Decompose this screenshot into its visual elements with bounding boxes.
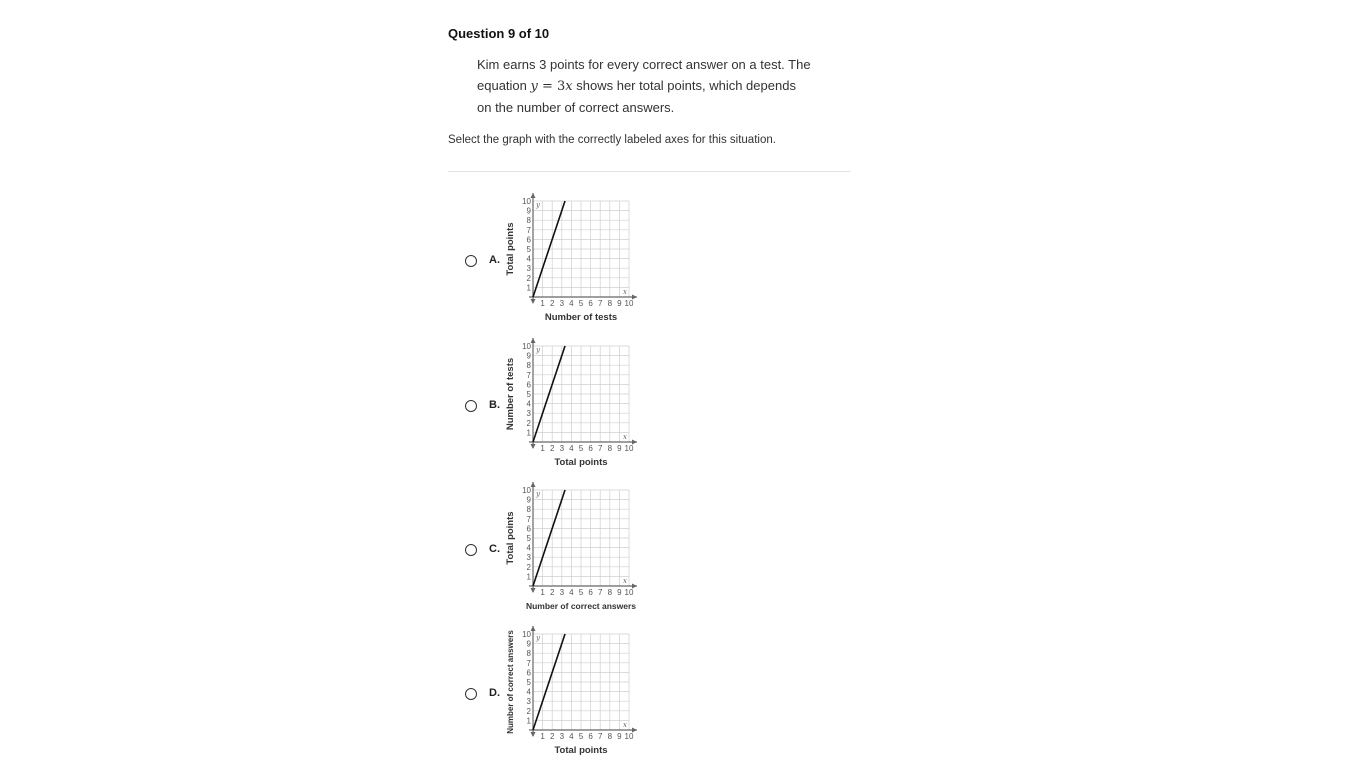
option-letter-c: C. bbox=[489, 543, 500, 555]
x-tick-label: 6 bbox=[588, 588, 593, 597]
x-tick-label: 1 bbox=[540, 299, 545, 308]
y-tick-label: 6 bbox=[526, 380, 531, 390]
y-tick-label: 7 bbox=[526, 370, 531, 380]
question-prompt bbox=[477, 54, 827, 118]
y-axis-arrow bbox=[531, 338, 536, 343]
y-tick-label: 8 bbox=[526, 649, 531, 659]
graph-c bbox=[503, 479, 663, 619]
x-tick-label: 6 bbox=[588, 732, 593, 741]
y-axis-name: y bbox=[536, 634, 540, 642]
y-tick-label: 9 bbox=[526, 495, 531, 505]
graph-d bbox=[503, 623, 663, 763]
prompt-line-2 bbox=[477, 75, 827, 97]
x-axis-name: x bbox=[623, 433, 627, 441]
y-tick-label: 9 bbox=[526, 351, 531, 361]
y-tick-label: 4 bbox=[526, 687, 531, 697]
x-tick-label: 10 bbox=[624, 444, 634, 453]
y-tick-label: 9 bbox=[526, 639, 531, 649]
x-axis-label: Number of correct answers bbox=[525, 601, 637, 611]
x-tick-label: 8 bbox=[607, 299, 613, 308]
y-tick-label: 5 bbox=[526, 534, 531, 543]
x-tick-label: 8 bbox=[607, 444, 613, 453]
x-tick-label: 6 bbox=[588, 299, 593, 308]
grid bbox=[533, 490, 629, 586]
x-tick-label: 3 bbox=[559, 588, 565, 597]
y-tick-label: 7 bbox=[526, 514, 531, 524]
divider bbox=[448, 171, 851, 172]
prompt-line-1: Kim earns 3 points for every correct answer on a test. The bbox=[477, 57, 811, 72]
y-axis-arrow bbox=[531, 626, 536, 631]
option-letter-a: A. bbox=[489, 254, 500, 266]
x-tick-label: 1 bbox=[540, 732, 545, 741]
y-tick-label: 3 bbox=[526, 697, 531, 707]
y-tick-label: 8 bbox=[526, 216, 531, 226]
x-tick-label: 9 bbox=[617, 588, 622, 597]
y-tick-label: 5 bbox=[526, 390, 531, 399]
option-letter-d: D. bbox=[489, 687, 500, 699]
x-tick-label: 2 bbox=[549, 732, 555, 741]
x-axis-name: x bbox=[623, 721, 627, 729]
y-axis-label: Total points bbox=[505, 511, 516, 565]
y-tick-label: 10 bbox=[522, 342, 531, 351]
x-tick-label: 9 bbox=[617, 444, 622, 453]
question-title: Question 9 of 10 bbox=[448, 26, 550, 41]
x-axis-name: x bbox=[623, 288, 627, 296]
y-axis-arrow bbox=[531, 193, 536, 198]
x-tick-label: 10 bbox=[624, 732, 634, 741]
y-tick-label: 2 bbox=[526, 418, 531, 428]
y-axis-name: y bbox=[536, 346, 540, 354]
y-axis-label: Number of tests bbox=[505, 357, 516, 431]
x-tick-label: 9 bbox=[617, 299, 622, 308]
x-tick-label: 4 bbox=[569, 588, 574, 597]
equation-x: x bbox=[565, 79, 573, 94]
y-tick-label: 8 bbox=[526, 361, 531, 371]
x-tick-label: 7 bbox=[597, 732, 603, 741]
y-axis-name: y bbox=[536, 490, 540, 498]
radio-button-b[interactable] bbox=[465, 400, 477, 412]
x-tick-label: 3 bbox=[559, 299, 565, 308]
x-tick-label: 10 bbox=[624, 299, 634, 308]
x-tick-label: 5 bbox=[578, 588, 584, 597]
x-tick-label: 9 bbox=[617, 732, 622, 741]
y-tick-label: 6 bbox=[526, 524, 531, 534]
option-c[interactable] bbox=[458, 479, 658, 619]
y-tick-label: 4 bbox=[526, 543, 531, 553]
prompt-line-2-post: shows her total points, which depends bbox=[572, 78, 796, 93]
y-tick-label: 10 bbox=[522, 630, 531, 639]
graph-a bbox=[503, 190, 663, 330]
y-tick-label: 7 bbox=[526, 225, 531, 235]
y-axis-label: Number of correct answers bbox=[506, 630, 515, 734]
x-tick-label: 4 bbox=[569, 299, 574, 308]
y-tick-label: 5 bbox=[526, 245, 531, 254]
x-tick-label: 4 bbox=[569, 444, 574, 453]
y-tick-label: 3 bbox=[526, 553, 531, 563]
x-tick-label: 3 bbox=[559, 732, 565, 741]
x-tick-label: 2 bbox=[549, 299, 555, 308]
y-tick-label: 9 bbox=[526, 206, 531, 216]
y-tick-label: 2 bbox=[526, 706, 531, 716]
y-tick-label: 5 bbox=[526, 678, 531, 687]
option-d[interactable] bbox=[458, 623, 658, 763]
equation bbox=[531, 79, 573, 94]
grid bbox=[533, 201, 629, 297]
x-axis-label: Total points bbox=[554, 745, 608, 756]
y-tick-label: 8 bbox=[526, 505, 531, 515]
x-tick-label: 7 bbox=[597, 588, 603, 597]
x-tick-label: 7 bbox=[597, 299, 603, 308]
x-tick-label: 1 bbox=[540, 444, 545, 453]
y-tick-label: 4 bbox=[526, 399, 531, 409]
x-tick-label: 1 bbox=[540, 588, 545, 597]
x-tick-label: 8 bbox=[607, 732, 613, 741]
radio-button-c[interactable] bbox=[465, 544, 477, 556]
x-tick-label: 5 bbox=[578, 444, 584, 453]
y-tick-label: 10 bbox=[522, 486, 531, 495]
y-tick-label: 3 bbox=[526, 409, 531, 419]
y-tick-label: 7 bbox=[526, 658, 531, 668]
x-axis-name: x bbox=[623, 577, 627, 585]
y-tick-label: 2 bbox=[526, 562, 531, 572]
y-tick-label: 1 bbox=[526, 716, 531, 726]
prompt-line-2-pre: equation bbox=[477, 78, 531, 93]
x-tick-label: 10 bbox=[624, 588, 634, 597]
y-tick-label: 1 bbox=[526, 572, 531, 582]
x-tick-label: 5 bbox=[578, 732, 584, 741]
x-tick-label: 4 bbox=[569, 732, 574, 741]
y-tick-label: 4 bbox=[526, 254, 531, 264]
x-tick-label: 8 bbox=[607, 588, 613, 597]
grid bbox=[533, 346, 629, 442]
x-tick-label: 2 bbox=[549, 444, 555, 453]
x-axis-label: Number of tests bbox=[544, 312, 618, 323]
radio-button-a[interactable] bbox=[465, 255, 477, 267]
y-tick-label: 6 bbox=[526, 668, 531, 678]
y-axis-arrow-down bbox=[531, 299, 536, 304]
y-tick-label: 10 bbox=[522, 197, 531, 206]
option-a[interactable] bbox=[458, 190, 658, 330]
y-axis-name: y bbox=[536, 201, 540, 209]
option-letter-b: B. bbox=[489, 399, 500, 411]
x-axis-label: Total points bbox=[554, 457, 608, 468]
y-tick-label: 3 bbox=[526, 264, 531, 274]
x-tick-label: 6 bbox=[588, 444, 593, 453]
y-axis-arrow-down bbox=[531, 588, 536, 593]
y-axis-arrow-down bbox=[531, 444, 536, 449]
graph-b bbox=[503, 335, 663, 475]
y-tick-label: 6 bbox=[526, 235, 531, 245]
equation-eq: = 3 bbox=[537, 79, 566, 94]
x-tick-label: 2 bbox=[549, 588, 555, 597]
instruction-text: Select the graph with the correctly labeled axes for this situation. bbox=[448, 134, 776, 146]
y-tick-label: 1 bbox=[526, 428, 531, 438]
option-b[interactable] bbox=[458, 335, 658, 475]
y-tick-label: 2 bbox=[526, 273, 531, 283]
y-axis-label: Total points bbox=[505, 222, 516, 276]
x-tick-label: 7 bbox=[597, 444, 603, 453]
equation-y: y bbox=[530, 79, 538, 94]
grid bbox=[533, 634, 629, 730]
y-axis-arrow bbox=[531, 482, 536, 487]
x-tick-label: 5 bbox=[578, 299, 584, 308]
radio-button-d[interactable] bbox=[465, 688, 477, 700]
y-axis-arrow-down bbox=[531, 732, 536, 737]
y-tick-label: 1 bbox=[526, 283, 531, 293]
prompt-line-3: on the number of correct answers. bbox=[477, 100, 675, 115]
x-tick-label: 3 bbox=[559, 444, 565, 453]
